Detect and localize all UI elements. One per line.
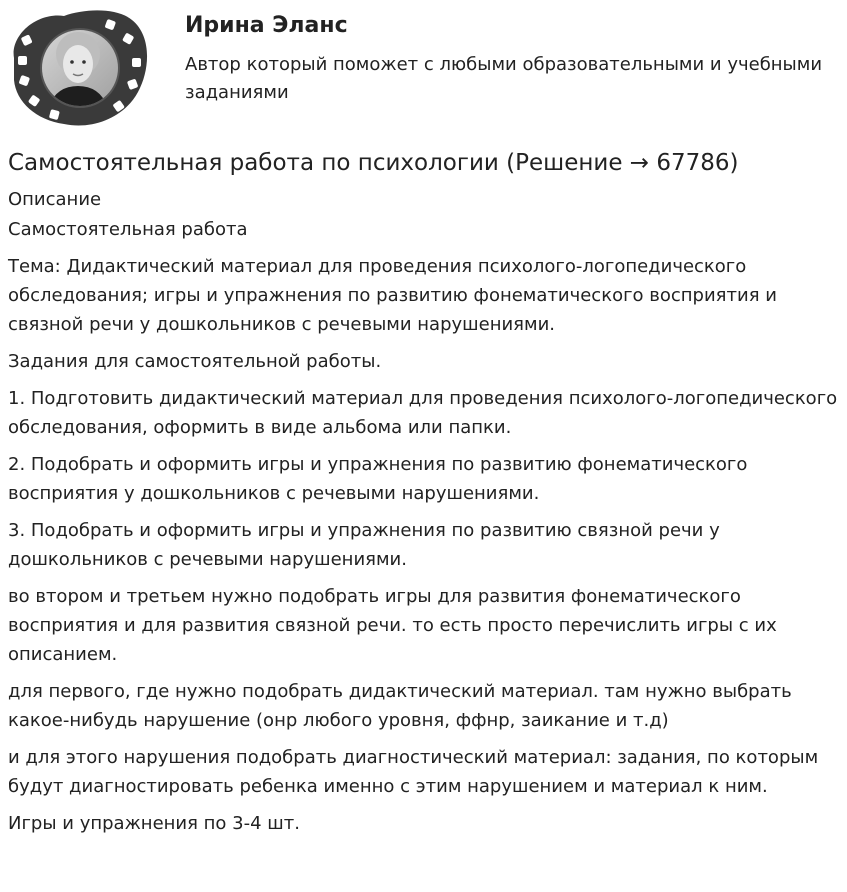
section-subtitle: Самостоятельная работа <box>8 219 248 240</box>
paragraph-topic: Тема: Дидактический материал для проведения психолого-логопедического обследования; игры и упражнения по развитию фонематического восприятия и связной речи у дошкольников с речевыми нарушениями. <box>8 256 777 335</box>
paragraph-note-first: для первого, где нужно подобрать дидактический материал. там нужно выбрать какое-нибудь нарушение (онр любого уровня, ффнр, заикание и т.д) <box>8 681 792 731</box>
main-content <box>8 146 842 846</box>
section-label: Описание <box>8 189 102 210</box>
author-name: Ирина Эланс <box>185 13 348 38</box>
paragraph-note-games: во втором и третьем нужно подобрать игры для развития фонематического восприятия и для развития связной речи. то есть просто перечислить игры с их описанием. <box>8 586 777 665</box>
paragraph-task-3: 3. Подобрать и оформить игры и упражнения по развитию связной речи у дошкольников с речевыми нарушениями. <box>8 520 720 570</box>
film-reel-photo-frame <box>6 6 152 130</box>
paragraph-tasks-heading: Задания для самостоятельной работы. <box>8 351 382 372</box>
paragraph-note-diagnostic: и для этого нарушения подобрать диагностический материал: задания, по которым будут диагностировать ребенка именно с этим нарушением и материал к ним. <box>8 747 819 797</box>
paragraph-task-1: 1. Подготовить дидактический материал для проведения психолого-логопедического обследования, оформить в виде альбома или папки. <box>8 388 838 438</box>
page-title: Самостоятельная работа по психологии (Решение → 67786) <box>8 150 739 176</box>
author-header <box>0 0 847 140</box>
paragraph-task-2: 2. Подобрать и оформить игры и упражнения по развитию фонематического восприятия у дошкольников с речевыми нарушениями. <box>8 454 748 504</box>
author-description: Автор который поможет с любыми образовательными и учебными заданиями <box>185 54 823 103</box>
paragraph-games-count: Игры и упражнения по 3-4 шт. <box>8 813 300 834</box>
author-avatar <box>6 6 152 130</box>
